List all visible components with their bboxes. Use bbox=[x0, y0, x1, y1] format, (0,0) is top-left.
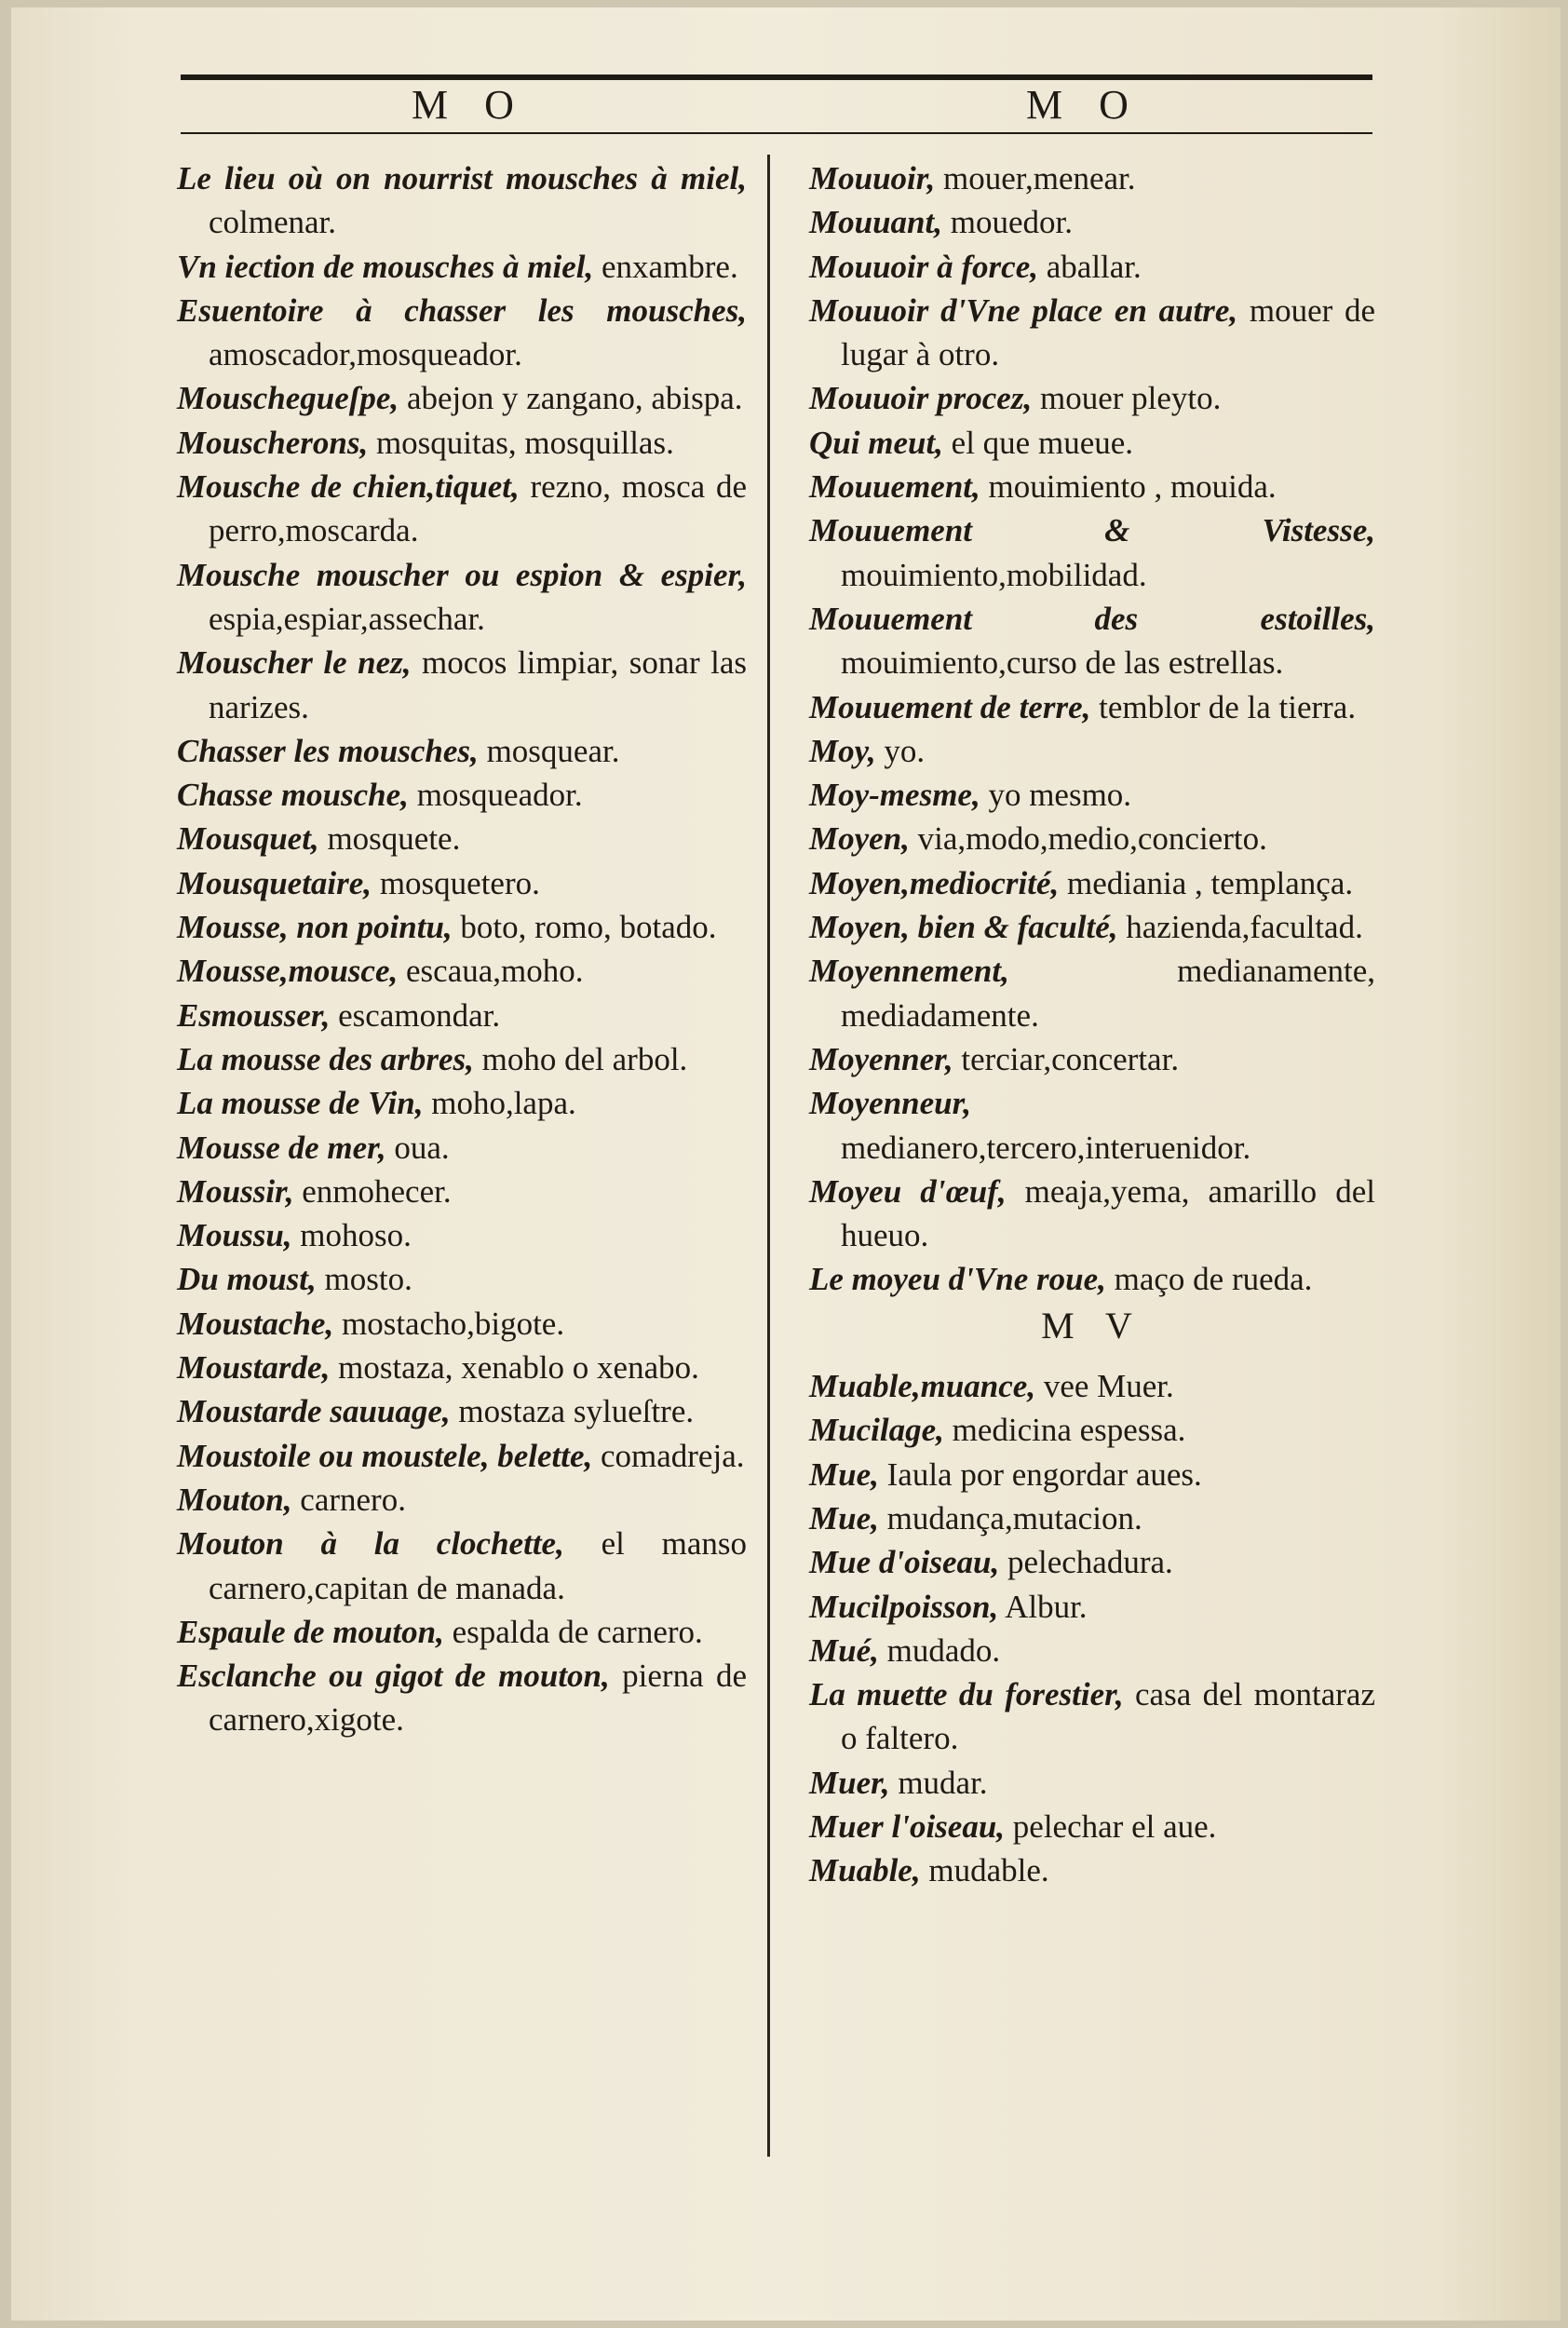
dictionary-entry bbox=[177, 817, 747, 860]
headword: Mucilage, bbox=[809, 1412, 944, 1449]
translation: el manso carnero,capitan de manada. bbox=[209, 1525, 747, 1606]
dictionary-entry bbox=[809, 1540, 1375, 1584]
dictionary-entry bbox=[809, 905, 1375, 949]
translation: medianero,tercero,interuenidor. bbox=[841, 1129, 1251, 1166]
dictionary-entry bbox=[177, 1346, 747, 1389]
dictionary-entry bbox=[177, 1302, 747, 1346]
translation: mocos limpiar, sonar las narizes. bbox=[209, 644, 747, 725]
dictionary-entry bbox=[809, 421, 1375, 465]
dictionary-entry bbox=[809, 289, 1375, 377]
dictionary-entry bbox=[809, 949, 1375, 1037]
headword: Muable, bbox=[809, 1852, 921, 1889]
headword: Moy, bbox=[809, 732, 876, 769]
dictionary-entry bbox=[809, 1672, 1375, 1761]
book-page bbox=[11, 7, 1561, 2321]
translation: enmohecer. bbox=[302, 1172, 452, 1210]
headword: Mouschegueſpe, bbox=[177, 380, 399, 417]
dictionary-entry bbox=[177, 1654, 747, 1742]
dictionary-entry bbox=[809, 376, 1375, 420]
headword: Mouton, bbox=[177, 1481, 292, 1518]
translation: vee Muer. bbox=[1043, 1368, 1174, 1405]
dictionary-entry bbox=[177, 773, 747, 817]
headword: Mouuoir, bbox=[809, 160, 936, 196]
headword: Mouuant, bbox=[809, 204, 942, 241]
headword: Moustoile ou moustele, belette, bbox=[177, 1437, 593, 1474]
right-column bbox=[809, 156, 1375, 1893]
dictionary-entry bbox=[177, 1478, 747, 1522]
translation: mosquitas, mosquillas. bbox=[375, 424, 674, 461]
headword: Mouuement de terre, bbox=[809, 688, 1091, 725]
headword: Muable,muance, bbox=[809, 1368, 1036, 1405]
dictionary-entry bbox=[809, 773, 1375, 817]
dictionary-entry bbox=[177, 1213, 747, 1257]
headword: Mué, bbox=[809, 1631, 879, 1669]
headword: Moyeu d'œuf, bbox=[809, 1172, 1007, 1210]
headword: Mousse,mousce, bbox=[177, 953, 399, 990]
dictionary-entry bbox=[809, 1037, 1375, 1081]
dictionary-entry bbox=[177, 1037, 747, 1081]
headword: Du moust, bbox=[177, 1261, 317, 1298]
headword: Moyen,mediocrité, bbox=[809, 864, 1060, 901]
translation: moho del arbol. bbox=[481, 1040, 688, 1077]
translation: mosto. bbox=[324, 1261, 412, 1298]
dictionary-entry bbox=[809, 861, 1375, 905]
headword: Vn iection de mousches à miel, bbox=[177, 248, 594, 285]
headword: Mucilpoisson, bbox=[809, 1588, 999, 1625]
translation: mosqueador. bbox=[416, 777, 583, 814]
dictionary-entry bbox=[809, 685, 1375, 729]
translation: mouimiento,curso de las estrellas. bbox=[841, 644, 1284, 682]
translation: mouer pleyto. bbox=[1039, 380, 1222, 417]
dictionary-entry bbox=[177, 729, 747, 773]
dictionary-entry bbox=[809, 1170, 1375, 1258]
dictionary-entry bbox=[809, 1629, 1375, 1672]
translation: espia,espiar,assechar. bbox=[209, 600, 485, 637]
headword: Muer, bbox=[809, 1764, 890, 1801]
dictionary-entry bbox=[809, 1408, 1375, 1452]
dictionary-entry bbox=[177, 1081, 747, 1125]
headword: Mue, bbox=[809, 1455, 879, 1493]
headword: La muette du forestier, bbox=[809, 1676, 1124, 1713]
translation: mosquear. bbox=[486, 732, 620, 769]
headword: Moy-mesme, bbox=[809, 777, 980, 814]
headword: La mousse des arbres, bbox=[177, 1040, 474, 1077]
headword: Qui meut, bbox=[809, 424, 943, 461]
dictionary-entry bbox=[809, 245, 1375, 289]
dictionary-entry bbox=[809, 508, 1375, 597]
dictionary-entry bbox=[177, 1610, 747, 1654]
dictionary-entry bbox=[809, 465, 1375, 508]
translation: yo mesmo. bbox=[988, 777, 1132, 814]
translation: oua. bbox=[394, 1129, 450, 1166]
translation: rezno, mosca de perro,moscarda. bbox=[209, 468, 747, 549]
translation: mudado. bbox=[886, 1631, 1001, 1669]
dictionary-entry bbox=[809, 1585, 1375, 1629]
headword: Mousche de chien,tiquet, bbox=[177, 468, 520, 506]
headword: Mouuoir à force, bbox=[809, 248, 1038, 285]
headword: Moyenneur, bbox=[809, 1085, 972, 1122]
headword: Esclanche ou gigot de mouton, bbox=[177, 1658, 610, 1695]
dictionary-entry bbox=[809, 156, 1375, 200]
translation: Albur. bbox=[1005, 1588, 1088, 1625]
headword: Le lieu où on nourrist mousches à miel, bbox=[177, 160, 747, 196]
headword: Esmousser, bbox=[177, 996, 331, 1034]
headword: Mousquetaire, bbox=[177, 864, 372, 901]
headword: Mousquet, bbox=[177, 820, 319, 858]
translation: espalda de carnero. bbox=[452, 1613, 703, 1650]
headword: Mouuement & Vistesse, bbox=[809, 512, 1375, 549]
headword: Chasser les mousches, bbox=[177, 732, 479, 769]
translation: mudança,mutacion. bbox=[886, 1499, 1142, 1536]
translation: mostaza sylueſtre. bbox=[458, 1393, 695, 1430]
headword: Moustache, bbox=[177, 1305, 334, 1342]
dictionary-entry bbox=[177, 421, 747, 465]
section-heading: M V bbox=[1041, 1304, 1143, 1347]
translation: enxambre. bbox=[601, 248, 738, 285]
dictionary-entry bbox=[809, 1848, 1375, 1892]
dictionary-entry bbox=[809, 1453, 1375, 1496]
headword: Moyen, bbox=[809, 820, 910, 858]
translation: mudar. bbox=[898, 1764, 988, 1801]
translation: moho,lapa. bbox=[431, 1085, 576, 1122]
dictionary-entry bbox=[177, 1522, 747, 1610]
headword: Mouuoir d'Vne place en autre, bbox=[809, 291, 1238, 329]
translation: mouedor. bbox=[950, 204, 1073, 241]
translation: escamondar. bbox=[338, 996, 501, 1034]
dictionary-entry bbox=[809, 1761, 1375, 1805]
translation: medianamente, mediadamente. bbox=[841, 953, 1375, 1034]
headword: Mousse de mer, bbox=[177, 1129, 386, 1166]
dictionary-entry bbox=[809, 1081, 1375, 1170]
translation: comadreja. bbox=[600, 1437, 745, 1474]
translation: el que mueue. bbox=[951, 424, 1134, 461]
headword: Espaule de mouton, bbox=[177, 1613, 444, 1650]
running-head-left: M O bbox=[412, 82, 527, 128]
headword: Moyenner, bbox=[809, 1040, 953, 1077]
translation: pierna de carnero,xigote. bbox=[209, 1658, 748, 1739]
translation: carnero. bbox=[300, 1481, 406, 1518]
dictionary-entry bbox=[177, 1389, 747, 1433]
translation: boto, romo, botado. bbox=[460, 909, 717, 946]
headword: Moyennement, bbox=[809, 953, 1009, 990]
translation: hazienda,facultad. bbox=[1126, 909, 1363, 946]
header-rule bbox=[181, 132, 1372, 134]
dictionary-entry bbox=[177, 1170, 747, 1213]
dictionary-entry bbox=[177, 1126, 747, 1170]
headword: Mouuement, bbox=[809, 468, 980, 506]
headword: Mousse, non pointu, bbox=[177, 909, 453, 946]
dictionary-entry bbox=[809, 817, 1375, 860]
translation: meaja,yema, amarillo del hueuo. bbox=[841, 1172, 1375, 1254]
translation: mohoso. bbox=[300, 1217, 412, 1254]
translation: temblor de la tierra. bbox=[1099, 688, 1357, 725]
dictionary-entry bbox=[809, 729, 1375, 773]
headword: Mousche mouscher ou espion & espier, bbox=[177, 556, 747, 593]
headword: Mouscherons, bbox=[177, 424, 369, 461]
headword: Moussir, bbox=[177, 1172, 294, 1210]
headword: Moussu, bbox=[177, 1217, 292, 1254]
dictionary-entry bbox=[177, 553, 747, 642]
translation: amoscador,mosqueador. bbox=[209, 336, 522, 373]
translation: mosquetero. bbox=[379, 864, 540, 901]
headword: La mousse de Vin, bbox=[177, 1085, 424, 1122]
headword: Moustarde sauuage, bbox=[177, 1393, 451, 1430]
headword: Le moyeu d'Vne roue, bbox=[809, 1261, 1106, 1298]
left-column bbox=[177, 156, 747, 1742]
translation: mouimiento,mobilidad. bbox=[841, 556, 1147, 593]
dictionary-entry bbox=[177, 949, 747, 993]
translation: pelechar el aue. bbox=[1012, 1807, 1217, 1845]
translation: mostacho,bigote. bbox=[341, 1305, 565, 1342]
headword: Moyen, bien & faculté, bbox=[809, 909, 1118, 946]
headword: Chasse mousche, bbox=[177, 777, 409, 814]
translation: abejon y zangano, abispa. bbox=[406, 380, 743, 417]
running-head-right: M O bbox=[1026, 82, 1142, 128]
translation: terciar,concertar. bbox=[961, 1040, 1180, 1077]
translation: maço de rueda. bbox=[1114, 1261, 1313, 1298]
dictionary-entry bbox=[809, 1805, 1375, 1848]
dictionary-entry bbox=[809, 1364, 1375, 1408]
dictionary-entry bbox=[177, 641, 747, 729]
dictionary-entry bbox=[809, 597, 1375, 685]
headword: Esuentoire à chasser les mousches, bbox=[177, 291, 747, 329]
dictionary-entry bbox=[177, 156, 747, 245]
headword: Mouuement des estoilles, bbox=[809, 600, 1375, 637]
translation: mudable. bbox=[928, 1852, 1049, 1889]
dictionary-entry bbox=[177, 245, 747, 289]
dictionary-entry bbox=[177, 289, 747, 377]
translation: medicina espessa. bbox=[952, 1412, 1186, 1449]
translation: Iaula por engordar aues. bbox=[886, 1455, 1202, 1493]
dictionary-entry bbox=[177, 994, 747, 1037]
translation: mosquete. bbox=[327, 820, 461, 858]
column-divider bbox=[767, 155, 770, 2157]
translation: casa del montaraz o faltero. bbox=[841, 1676, 1376, 1757]
translation: mouer de lugar à otro. bbox=[841, 291, 1376, 373]
headword: Mue d'oiseau, bbox=[809, 1544, 1000, 1581]
dictionary-entry bbox=[177, 1257, 747, 1301]
dictionary-entry bbox=[177, 861, 747, 905]
translation: mouer,menear. bbox=[942, 160, 1136, 196]
translation: yo. bbox=[884, 732, 926, 769]
headword: Mue, bbox=[809, 1499, 879, 1536]
headword: Moustarde, bbox=[177, 1349, 331, 1387]
translation: escaua,moho. bbox=[406, 953, 584, 990]
translation: colmenar. bbox=[209, 204, 337, 241]
headword: Mouscher le nez, bbox=[177, 644, 412, 682]
translation: aballar. bbox=[1046, 248, 1142, 285]
translation: pelechadura. bbox=[1007, 1544, 1173, 1581]
dictionary-entry bbox=[809, 200, 1375, 244]
dictionary-entry bbox=[809, 1496, 1375, 1540]
translation: mostaza, xenablo o xenabo. bbox=[338, 1349, 699, 1387]
dictionary-entry bbox=[177, 465, 747, 553]
dictionary-entry bbox=[177, 376, 747, 420]
translation: mediania , templança. bbox=[1067, 864, 1354, 901]
dictionary-entry bbox=[177, 905, 747, 949]
headword: Mouton à la clochette, bbox=[177, 1525, 564, 1563]
dictionary-entry bbox=[177, 1434, 747, 1478]
translation: via,modo,medio,concierto. bbox=[917, 820, 1267, 858]
headword: Muer l'oiseau, bbox=[809, 1807, 1006, 1845]
dictionary-entry bbox=[809, 1257, 1375, 1301]
headword: Mouuoir procez, bbox=[809, 380, 1033, 417]
translation: mouimiento , mouida. bbox=[988, 468, 1277, 506]
